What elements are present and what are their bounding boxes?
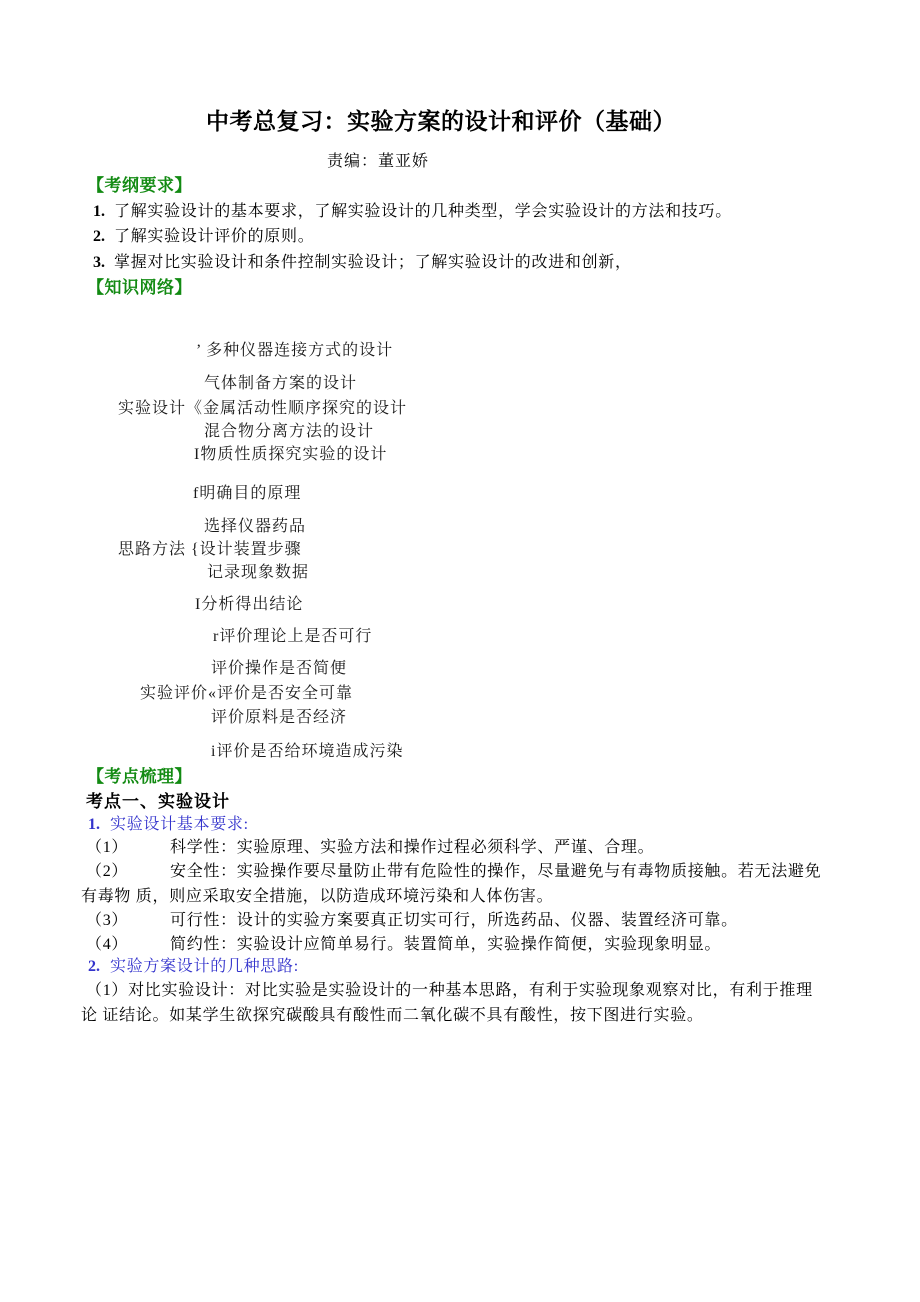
subheading-2-number: 2. bbox=[88, 958, 100, 975]
paragraph-contrast-experiment-line-1: （1）对比实验设计：对比实验是实验设计的一种基本思路，有利于实验现象观察对比，有利于推理 bbox=[86, 982, 813, 999]
subheading-2-text: 实验方案设计的几种思路: bbox=[110, 958, 299, 975]
point-2-number: （2） bbox=[86, 863, 129, 880]
network-line-evaluate-pollution: i评价是否给环境造成污染 bbox=[211, 743, 404, 760]
network-line-record-data: 记录现象数据 bbox=[207, 564, 310, 581]
outline-item-1 bbox=[93, 198, 732, 221]
subheading-basic-requirements bbox=[88, 811, 249, 834]
topic-heading: 考点一、实验设计 bbox=[86, 792, 230, 811]
outline-item-1-text: 了解实验设计的基本要求，了解实验设计的几种类型，学会实验设计的方法和技巧。 bbox=[114, 203, 732, 220]
network-line-mixture-separation: 混合物分离方法的设计 bbox=[204, 423, 375, 440]
network-line-thinking-method: 思路方法 {设计装置步骤 bbox=[118, 541, 302, 558]
outline-item-2-text: 了解实验设计评价的原则。 bbox=[114, 228, 315, 245]
review-heading: 【考点梳理】 bbox=[87, 767, 192, 786]
point-feasibility bbox=[86, 907, 738, 930]
network-line-evaluate-simple: 评价操作是否简便 bbox=[211, 660, 348, 677]
network-line-experiment-evaluation: 实验评价«评价是否安全可靠 bbox=[140, 685, 354, 702]
point-4-text: 简约性：实验设计应简单易行。装置简单，实验操作简便，实验现象明显。 bbox=[170, 936, 722, 953]
editor-line: 责编：董亚娇 bbox=[327, 153, 430, 170]
network-line-experiment-design: 实验设计《金属活动性顺序探究的设计 bbox=[118, 400, 408, 417]
network-line-choose-apparatus: 选择仪器药品 bbox=[204, 518, 307, 535]
network-line-clarify-principle: f明确目的原理 bbox=[193, 485, 302, 502]
outline-item-2 bbox=[93, 223, 314, 246]
point-3-text: 可行性：设计的实验方案要真正切实可行，所选药品、仪器、装置经济可靠。 bbox=[170, 912, 738, 929]
point-4-number: （4） bbox=[86, 936, 129, 953]
network-line-property-exploration: I物质性质探究实验的设计 bbox=[194, 446, 388, 463]
point-safety-continuation: 有毒物 质，则应采取安全措施，以防造成环境污染和人体伤害。 bbox=[81, 888, 554, 905]
subheading-1-text: 实验设计基本要求: bbox=[110, 816, 249, 833]
point-3-number: （3） bbox=[86, 912, 129, 929]
subheading-design-approaches bbox=[88, 953, 299, 976]
outline-item-3-text: 掌握对比实验设计和条件控制实验设计；了解实验设计的改进和创新， bbox=[114, 254, 632, 271]
network-line-evaluate-economic: 评价原料是否经济 bbox=[211, 709, 348, 726]
network-line-evaluate-feasible: r评价理论上是否可行 bbox=[213, 628, 373, 645]
point-safety bbox=[86, 858, 821, 881]
paragraph-contrast-experiment-line-2: 论 证结论。如某学生欲探究碳酸具有酸性而二氧化碳不具有酸性，按下图进行实验。 bbox=[81, 1007, 704, 1024]
point-1-number: （1） bbox=[86, 839, 129, 856]
point-1-text: 科学性：实验原理、实验方法和操作过程必须科学、严谨、合理。 bbox=[170, 839, 655, 856]
network-line-analyze-conclude: I分析得出结论 bbox=[195, 596, 304, 613]
point-2-text: 安全性：实验操作要尽量防止带有危险性的操作，尽量避免与有毒物质接触。若无法避免 bbox=[170, 863, 822, 880]
outline-heading: 【考纲要求】 bbox=[87, 176, 192, 195]
network-heading: 【知识网络】 bbox=[87, 278, 192, 297]
outline-item-2-number: 2. bbox=[93, 228, 105, 245]
subheading-1-number: 1. bbox=[88, 816, 100, 833]
outline-item-3 bbox=[93, 249, 632, 272]
outline-item-1-number: 1. bbox=[93, 203, 105, 220]
page-title: 中考总复习：实验方案的设计和评价（基础） bbox=[206, 109, 676, 134]
point-simplicity bbox=[86, 931, 721, 954]
network-line-design-connections: ’ 多种仪器连接方式的设计 bbox=[196, 342, 394, 359]
outline-item-3-number: 3. bbox=[93, 254, 105, 271]
network-line-gas-preparation: 气体制备方案的设计 bbox=[204, 375, 358, 392]
point-scientific bbox=[86, 834, 654, 857]
